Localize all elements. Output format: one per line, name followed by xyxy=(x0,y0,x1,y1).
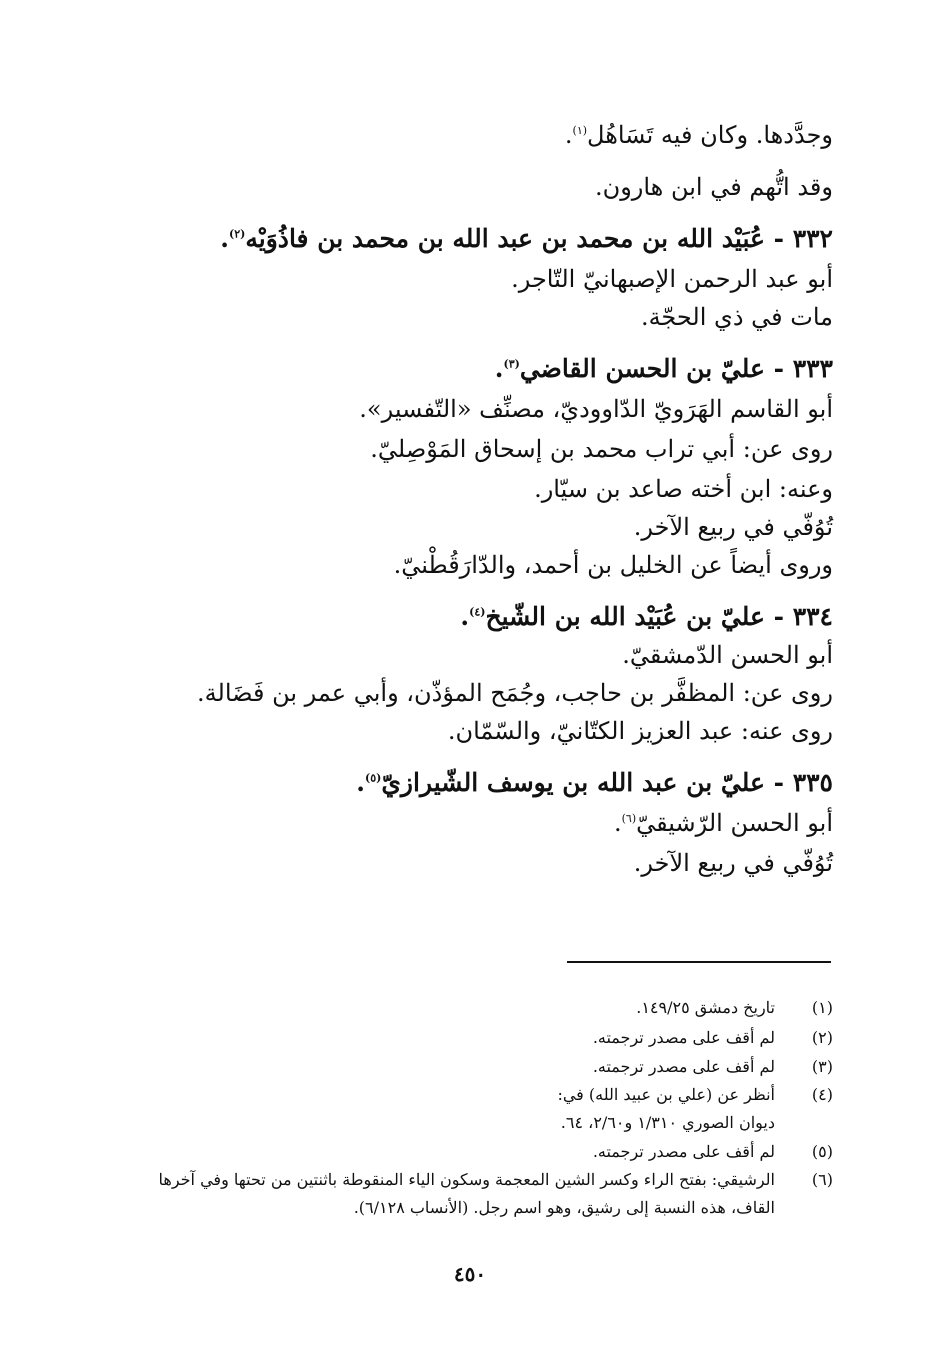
entry-number: ٣٣٤ xyxy=(792,602,833,631)
footnote-6-continuation: القاف، هذه النسبة إلى رشيق، وهو اسم رجل. (الأنساب ٦/١٢٨). xyxy=(353,1198,775,1217)
footnote-number: (٣) xyxy=(811,1057,833,1076)
entry-333-narrated-from: روى عن: أبي تراب محمد بن إسحاق المَوْصِليّ. xyxy=(370,435,833,463)
footnote-ref-5[interactable]: (٥) xyxy=(365,771,382,785)
entry-332-kunya: أبو عبد الرحمن الإصبهانيّ التّاجر. xyxy=(511,265,833,293)
entry-335-heading: ٣٣٥ - عليّ بن عبد الله بن يوسف الشّيرازيّ$^{(٥)}$. xyxy=(356,768,833,797)
footnote-text: تاريخ دمشق ١٤٩/٢٥. xyxy=(636,998,775,1017)
entry-333-also-narrated: وروى أيضاً عن الخليل بن أحمد، والدّارَقُطْنيّ. xyxy=(393,551,833,579)
entry-333-narrators: وعنه: ابن أخته صاعد بن سيّار. xyxy=(534,475,833,503)
entry-334-narrated-from: روى عن: المظفَّر بن حاجب، وجُمَح المؤذّن، وأبي عمر بن فَضَالة. xyxy=(197,679,833,707)
entry-name: عليّ بن عُبَيْد الله بن الشّيخ xyxy=(485,602,765,631)
entry-name: عليّ بن عبد الله بن يوسف الشّيرازيّ xyxy=(381,768,765,797)
entry-name: عليّ بن الحسن القاضي xyxy=(519,354,765,383)
entry-334-kunya: أبو الحسن الدّمشقيّ. xyxy=(622,641,833,669)
entry-335-death: تُوُفّي في ربيع الآخر. xyxy=(633,849,833,877)
footnote-ref-4[interactable]: (٤) xyxy=(469,605,486,619)
entry-334-narrators: روى عنه: عبد العزيز الكتّانيّ، والسّمّان. xyxy=(447,717,833,745)
footnote-text: الرشيقي: بفتح الراء وكسر الشين المعجمة وسكون الياء المنقوطة باثنتين من تحتها وفي آخرها xyxy=(158,1170,775,1189)
footnote-number: (٢) xyxy=(811,1028,833,1047)
footnote-text: أنظر عن (علي بن عبيد الله) في: xyxy=(557,1085,775,1104)
footnote-text: لم أقف على مصدر ترجمته. xyxy=(592,1057,775,1076)
footnote-ref-1[interactable]: (١) xyxy=(572,124,588,137)
footnote-divider xyxy=(567,961,831,963)
text-line-continuation: وجدَّدها. وكان فيه تَسَاهُل$^{(١)}$. xyxy=(564,121,833,149)
entry-334-heading: ٣٣٤ - عليّ بن عُبَيْد الله بن الشّيخ$^{(٤)}$. xyxy=(460,602,833,631)
entry-number: ٣٣٢ xyxy=(792,224,833,253)
footnote-number: (٤) xyxy=(811,1085,833,1104)
entry-335-kunya: أبو الحسن الرّشيقيّ$^{(٦)}$. xyxy=(613,809,833,837)
entry-name: عُبَيْد الله بن محمد بن عبد الله بن محمد بن فاذُوَيْه xyxy=(245,224,765,253)
entry-333-death: تُوُفّي في ربيع الآخر. xyxy=(633,513,833,541)
page-number: ٤٥٠ xyxy=(453,1262,487,1286)
footnote-text: لم أقف على مصدر ترجمته. xyxy=(592,1028,775,1047)
footnote-text: لم أقف على مصدر ترجمته. xyxy=(592,1142,775,1161)
footnote-number: (٦) xyxy=(811,1170,833,1189)
footnote-4-continuation: ديوان الصوري ١/٣١٠ و٢/٦٠، ٦٤. xyxy=(560,1113,775,1132)
footnote-ref-3[interactable]: (٣) xyxy=(503,357,520,371)
entry-333-heading: ٣٣٣ - عليّ بن الحسن القاضي$^{(٣)}$. xyxy=(494,354,833,383)
entry-number: ٣٣٣ xyxy=(792,354,833,383)
line-text: وجدَّدها. وكان فيه تَسَاهُل xyxy=(587,121,833,149)
footnote-ref-2[interactable]: (٢) xyxy=(229,227,246,241)
entry-333-kunya: أبو القاسم الهَرَويّ الدّاووديّ، مصنِّف «التّفسير». xyxy=(359,395,833,423)
footnote-number: (٥) xyxy=(811,1142,833,1161)
entry-332-heading: ٣٣٢ - عُبَيْد الله بن محمد بن عبد الله بن محمد بن فاذُوَيْه$^{(٢)}$. xyxy=(220,224,833,253)
footnote-number: (١) xyxy=(811,998,833,1017)
entry-332-death: مات في ذي الحجّة. xyxy=(640,303,833,331)
entry-number: ٣٣٥ xyxy=(792,768,833,797)
footnote-ref-6[interactable]: (٦) xyxy=(621,812,637,825)
text-line-accusation: وقد اتُّهم في ابن هارون. xyxy=(594,173,833,201)
